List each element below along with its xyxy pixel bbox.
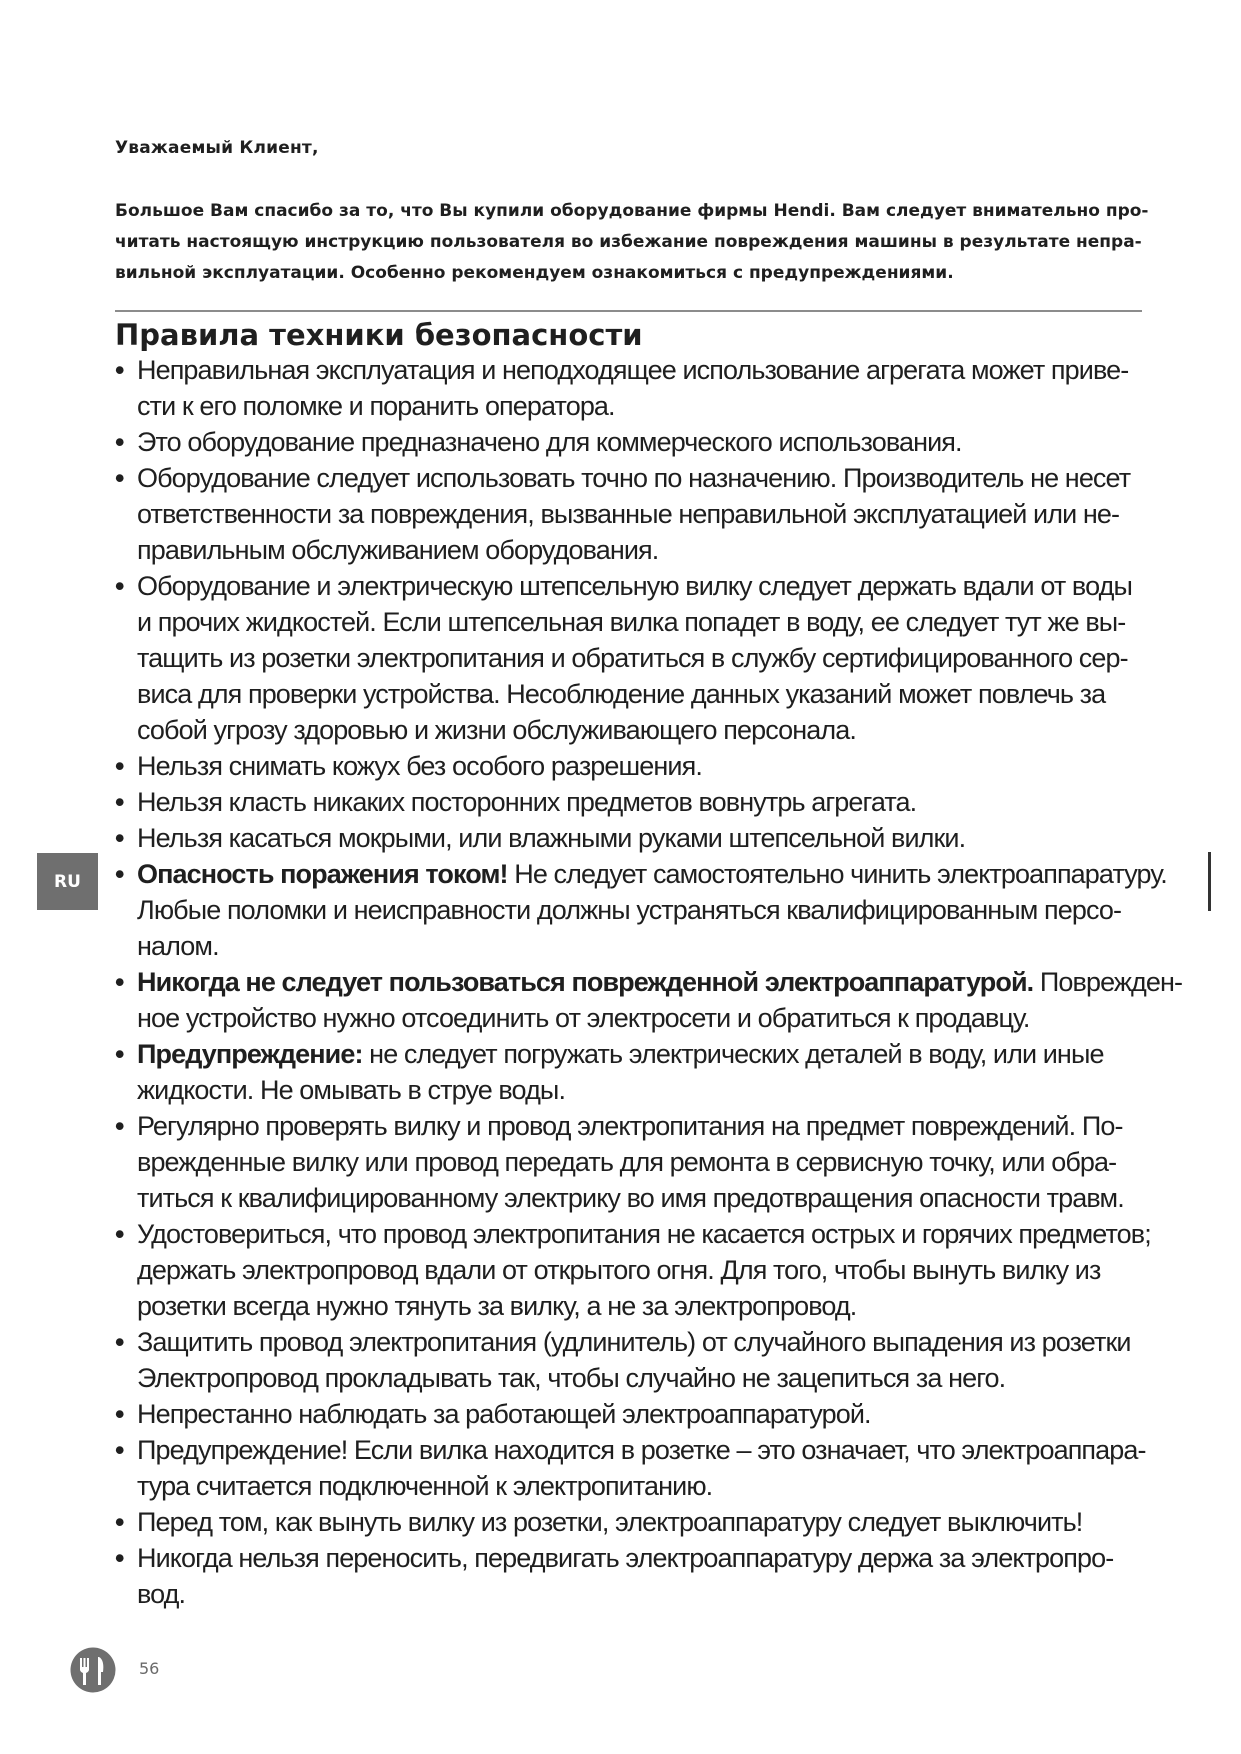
rule-line-rest: Поврежден-	[1033, 967, 1183, 997]
rule-item	[115, 1396, 1155, 1432]
rule-line-rest: Не следует самостоятельно чинить электроаппаратуру.	[507, 859, 1167, 889]
intro-paragraph	[115, 196, 1149, 289]
rule-text	[137, 1216, 1155, 1324]
rule-line: Защитить провод электропитания (удлинитель) от случайного выпадения из розетки	[137, 1327, 1131, 1357]
rule-item	[115, 1216, 1155, 1324]
fork-knife-icon	[70, 1647, 116, 1693]
rule-line: Удостовериться, что провод электропитания не касается острых и горячих предметов;	[137, 1219, 1151, 1249]
rule-text	[137, 352, 1155, 424]
rule-emphasis: Опасность поражения током!	[137, 859, 508, 889]
rule-item	[115, 784, 1155, 820]
rule-line: Неправильная эксплуатация и неподходящее использование агрегата может приве-	[137, 355, 1129, 385]
bullet-icon: •	[115, 1111, 124, 1141]
intro-line: вильной эксплуатации. Особенно рекомендуем ознакомиться с предупреждениями.	[115, 263, 954, 283]
rule-item	[115, 1504, 1155, 1540]
bullet-icon: •	[115, 859, 124, 889]
rule-text	[137, 1036, 1155, 1108]
rule-line: Оборудование следует использовать точно по назначению. Производитель не несет	[137, 463, 1131, 493]
rule-text	[137, 1396, 1155, 1432]
rule-line: держать электропровод вдали от открытого огня. Для того, чтобы вынуть вилку из	[137, 1255, 1101, 1285]
rule-text	[137, 856, 1167, 964]
rule-line: Предупреждение! Если вилка находится в розетке – это означает, что электроаппара-	[137, 1435, 1146, 1465]
rule-line: титься к квалифицированному электрику во имя предотвращения опасности травм.	[137, 1183, 1124, 1213]
rule-line: жидкости. Не омывать в струе воды.	[137, 1075, 566, 1105]
rule-text	[137, 784, 1155, 820]
bullet-icon: •	[115, 1327, 124, 1357]
rule-line: Электропровод прокладывать так, чтобы случайно не зацепиться за него.	[137, 1363, 1006, 1393]
rule-line: розетки всегда нужно тянуть за вилку, а не за электропровод.	[137, 1291, 857, 1321]
rule-emphasis: Предупреждение:	[137, 1039, 363, 1069]
bullet-icon: •	[115, 1543, 124, 1573]
rule-line: Оборудование и электрическую штепсельную вилку следует держать вдали от воды	[137, 571, 1132, 601]
bullet-icon: •	[115, 1435, 124, 1465]
bullet-icon: •	[115, 1399, 124, 1429]
rule-text	[137, 568, 1155, 748]
rule-item	[115, 820, 1155, 856]
greeting: Уважаемый Клиент,	[115, 138, 319, 158]
safety-rules-list	[115, 352, 1183, 1612]
rule-line: Нельзя класть никаких посторонних предметов вовнутрь агрегата.	[137, 787, 917, 817]
rule-line: Любые поломки и неисправности должны устраняться квалифицированным персо-	[137, 895, 1122, 925]
rule-item	[115, 1540, 1155, 1612]
section-title: Правила техники безопасности	[115, 318, 643, 352]
rule-item	[115, 1036, 1155, 1108]
rule-line	[137, 964, 1182, 1000]
bullet-icon: •	[115, 1039, 124, 1069]
rule-text	[137, 1432, 1155, 1504]
rule-item	[115, 1324, 1155, 1396]
rule-line: врежденные вилку или провод передать для ремонта в сервисную точку, или обра-	[137, 1147, 1117, 1177]
margin-marker	[1208, 852, 1211, 911]
bullet-icon: •	[115, 1219, 124, 1249]
section-divider	[115, 310, 1142, 312]
rule-line: Перед том, как вынуть вилку из розетки, электроаппаратуру следует выключить!	[137, 1507, 1083, 1537]
rule-line: ответственности за повреждения, вызванные неправильной эксплуатацией или не-	[137, 499, 1120, 529]
rule-text	[137, 1540, 1155, 1612]
rule-line: Нельзя касаться мокрыми, или влажными руками штепсельной вилки.	[137, 823, 966, 853]
rule-item	[115, 1108, 1155, 1216]
rule-text	[137, 460, 1155, 568]
rule-line: Нельзя снимать кожух без особого разрешения.	[137, 751, 702, 781]
bullet-icon: •	[115, 787, 124, 817]
rule-line: налом.	[137, 931, 219, 961]
rule-item	[115, 568, 1155, 748]
bullet-icon: •	[115, 751, 124, 781]
rule-text	[137, 1324, 1155, 1396]
rule-text	[137, 1108, 1155, 1216]
rule-emphasis: Никогда не следует пользоваться поврежденной электроаппаратурой.	[137, 967, 1034, 997]
rule-line-rest: не следует погружать электрических деталей в воду, или иные	[362, 1039, 1104, 1069]
rule-text	[137, 748, 1155, 784]
bullet-icon: •	[115, 571, 124, 601]
rule-line: Непрестанно наблюдать за работающей электроаппаратурой.	[137, 1399, 871, 1429]
rule-item	[115, 856, 1167, 964]
bullet-icon: •	[115, 1507, 124, 1537]
rule-item	[115, 964, 1183, 1036]
rule-line: собой угрозу здоровью и жизни обслуживающего персонала.	[137, 715, 856, 745]
rule-line: Никогда нельзя переносить, передвигать электроаппаратуру держа за электропро-	[137, 1543, 1114, 1573]
rule-line: Регулярно проверять вилку и провод электропитания на предмет повреждений. По-	[137, 1111, 1123, 1141]
rule-line	[137, 856, 1167, 892]
rule-line: вод.	[137, 1579, 186, 1609]
rule-line: Это оборудование предназначено для коммерческого использования.	[137, 427, 962, 457]
rule-item	[115, 460, 1155, 568]
bullet-icon: •	[115, 463, 124, 493]
rule-line: правильным обслуживанием оборудования.	[137, 535, 659, 565]
rule-line: тащить из розетки электропитания и обратиться в службу сертифицированного сер-	[137, 643, 1128, 673]
rule-line: сти к его поломке и поранить оператора.	[137, 391, 615, 421]
rule-text	[137, 424, 1155, 460]
rule-line: виса для проверки устройства. Несоблюдение данных указаний может повлечь за	[137, 679, 1106, 709]
rule-item	[115, 424, 1155, 460]
bullet-icon: •	[115, 427, 124, 457]
language-tab: RU	[37, 853, 98, 910]
rule-item	[115, 1432, 1155, 1504]
rule-item	[115, 352, 1155, 424]
rule-line: тура считается подключенной к электропитанию.	[137, 1471, 713, 1501]
bullet-icon: •	[115, 967, 124, 997]
bullet-icon: •	[115, 823, 124, 853]
rule-line: и прочих жидкостей. Если штепсельная вилка попадет в воду, ее следует тут же вы-	[137, 607, 1126, 637]
rule-line: ное устройство нужно отсоединить от электросети и обратиться к продавцу.	[137, 1003, 1030, 1033]
rule-item	[115, 748, 1155, 784]
rule-text	[137, 964, 1182, 1036]
intro-line: Большое Вам спасибо за то, что Вы купили оборудование фирмы Hendi. Вам следует внимательно про-	[115, 201, 1149, 221]
rule-line	[137, 1036, 1155, 1072]
rule-text	[137, 1504, 1155, 1540]
rule-text	[137, 820, 1155, 856]
intro-line: читать настоящую инструкцию пользователя во избежание повреждения машины в результате непра-	[115, 232, 1142, 252]
bullet-icon: •	[115, 355, 124, 385]
page-number: 56	[139, 1659, 160, 1678]
